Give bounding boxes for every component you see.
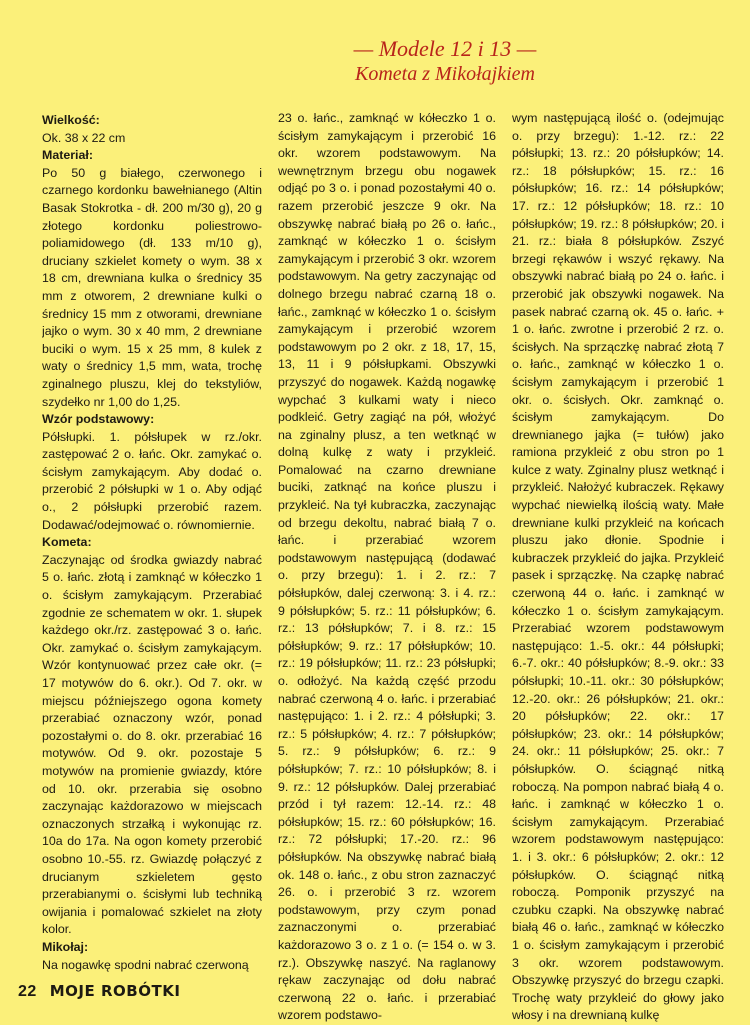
column-2-text: 23 o. łańc., zamknąć w kółeczko 1 o. ścisłym zamykającym i przerobić 16 okr. wzorem podstawowym. Na wewnętrznym brzegu obu nogawek odjąć po 3 o. i ponad pozostałymi 40 o. razem przerobić jeszcze 9 okr. Na obszywkę nabrać białą po 26 o. łańc., zamknąć w kółeczko 1 o. ścisłym zamykającym i przerobić 3 okr. wzorem podstawowym. Na getry zaczynając od dolnego brzegu nabrać czarną 18 o. łańc., zamknąć w kółeczko 1 o. ścisłym zamykającym i przerobić wzorem podstawowym po 2 okr. z 18, 17, 15, 13, 11 i 9 półsłupkami. Obszywki przyszyć do nogawek. Każdą nogawkę wypchać 3 kulkami waty i nieco podkleić. Getry zagiąć na pół, włożyć na zginalny plusz, a ten wetknąć w dolną kulkę z waty i przykleić. Pomalować na czarno drewniane buciki, zatknąć na końce pluszu i przykleić. Na tył kubraczka, zaczynając od brzegu dekoltu, nabrać białą 7 o. łańc. i przerabiać wzorem podstawowym następującą (dodawać o. przy brzegu): 1. i 2. rz.: 7 półsłupków, dalej czerwoną: 3. i 4. rz.: 9 półsłupków; 5. rz.: 11 półsłupków; 6. rz.: 13 półsłupków; 7. i 8. rz.: 15 półsłupków; 9. rz.: 17 półsłupków; 10. rz.: 19 półsłupków; 11. rz.: 23 półsłupki; o. odłożyć. Na każdą część przodu nabrać czerwoną 4 o. łańc. i przerabiać następująco: 1. i 2. rz.: 4 półsłupki; 3. rz.: 5 półsłupków; 4. rz.: 7 półsłupków; 5. rz.: 9 półsłupków; 6. rz.: 9 półsłupków; 7. rz.: 10 półsłupków; 8. i 9. rz.: 12 półsłupków. Dalej przerabiać przód i tył razem: 12.-14. rz.: 48 półsłupków; 15. rz.: 60 półsłupków; 16. rz.: 72 półsłupki; 17.-20. rz.: 96 półsłupków. Na obszywkę nabrać białą ok. 148 o. łańc., z obu stron zaznaczyć 26. o. i przerobić 3 rz. wzorem podstawowym, przy czym ponad zaznaczonymi o. przerabiać każdorazowo 3 o. z 1 o. (= 154 o. w 3. rz.). Obszywkę naszyć. Na raglanowy rękaw zaczynając od dołu nabrać czerwoną 22 o. łańc. i przerabiać wzorem podstawo-	[278, 111, 496, 1023]
column-3-text: wym następującą ilość o. (odejmując o. przy brzegu): 1.-12. rz.: 22 półsłupki; 13. rz.: 20 półsłupków; 14. rz.: 18 półsłupków; 15. rz.: 16 półsłupków; 16. rz.: 14 półsłupków; 17. rz.: 12 półsłupków; 18. rz.: 10 półsłupków; 19. rz.: 8 półsłupków; 20. i 21. rz.: biała 8 półsłupków. Zszyć brzegi rękawów i wszyć rękawy. Na obszywki nabrać białą po 24 o. łańc. i przerobić jak obszywki nogawek. Na pasek nabrać czarną ok. 45 o. łańc. + 1 o. łańc. zwrotne i przerobić 2 rz. o. ścisłych. Na sprzączkę nabrać złotą 7 o. łańc., zamknąć w kółeczko 1 o. ścisłym zamykającym i przerobić 1 okr. o. ścisłych. Okr. zamknąć o. ścisłym zamykającym. Do drewnianego jajka (= tułów) jako ramiona przykleić z obu stron po 1 kulce z waty. Zginalny plusz wetknąć i przykleić. Nałożyć kubraczek. Rękawy wypchać niewielką ilością waty. Małe drewniane kulki przykleić na końcach pluszu jako dłonie. Spodnie i kubraczek przykleić do jajka. Przykleić pasek i sprzączkę. Na czapkę nabrać czerwoną 44 o. łańc. i zamknąć w kółeczko 1 o. ścisłym zamykającym. Przerabiać wzorem podstawowym następująco: 1.-5. okr.: 44 półsłupki; 6.-7. okr.: 40 półsłupków; 8.-9. okr.: 33 półsłupki; 10.-11. okr.: 30 półsłupków; 12.-20. okr.: 26 półsłupków; 21. okr.: 20 półsłupków; 22. okr.: 17 półsłupków; 23. okr.: 14 półsłupków; 24. okr.: 11 półsłupków; 25. okr.: 7 półsłupków. O. ściągnąć nitką roboczą. Na pompon nabrać białą 4 o. łańc. i zamknąć w kółeczko 1 o. ścisłym zamykającym. Przerabiać wzorem podstawowym następująco: 1. i 3. okr.: 6 półsłupków; 2. okr.: 12 półsłupków. O. ściągnąć nitką roboczą. Pomponik przyszyć na czubku czapki. Na obszywkę nabrać białą 46 o. łańc., zamknąć w kółeczko 1 o. ścisłym zamykającym i przerobić 3 okr. wzorem podstawowym. Obszywkę przyszyć do brzegu czapki. Trochę waty przykleić do głowy jako włosy i na drewnianą kulkę	[512, 111, 724, 1023]
section-heading-material: Materiał:	[42, 148, 93, 163]
page-number: 22	[18, 983, 37, 1000]
section-heading-size: Wielkość:	[42, 113, 100, 127]
pattern-text: Półsłupki. 1. półsłupek w rz./okr. zastępować 2 o. łańc. Okr. zamykać o. ścisłym zamykającym. Aby dodać o. przerobić 2 półsłupki w 1 o. Aby odjąć o., 2 półsłupki przerobić razem. Dodawać/odejmować o. równomiernie.	[42, 429, 262, 532]
page-title: — Modele 12 i 13 —	[353, 36, 537, 61]
column-2	[278, 110, 496, 1025]
material-text: Po 50 g białego, czerwonego i czarnego kordonku bawełnianego (Altin Basak Stokrotka - dł. 200 m/30 g), 20 g złotego kordonku poliestrowo-poliamidowego (dł. 133 m/10 g), druciany szkielet komety o wym. 38 x 18 cm, drewniana kulka o średnicy 35 mm z otworem, 2 drewniane kulki o średnicy 15 mm z otworami, drewniane jajko o wym. 30 x 40 mm, 2 drewniane buciki o wym. 15 x 25 mm, 8 kulek z waty o średnicy 1,5 mm, wata, trochę zginalnego pluszu, klej do tekstyliów, szydełko nr 1,00 do 1,25.	[42, 165, 262, 409]
magazine-name: MOJE ROBÓTKI	[49, 982, 181, 1000]
page-subtitle: Kometa z Mikołajkiem	[355, 63, 535, 85]
section-heading-comet: Kometa:	[42, 535, 92, 550]
size-text: Ok. 38 x 22 cm	[42, 130, 126, 145]
comet-text: Zaczynając od środka gwiazdy nabrać 5 o. łańc. złotą i zamknąć w kółeczko 1 o. ścisłym zamykającym. Przerabiać zgodnie ze schematem w okr. 1. słupek każdego okr./rz. zastępować 3 o. łańc. Okr. zamykać o. ścisłym zamykającym. Wzór kontynuować przez całe okr. (= 17 motywów do 6. okr.). Od 7. okr. w miejscu późniejszego ogona komety przerabiać oznaczony wzór, ponad pozostałymi o. do 8. okr. przerabiać 16 motywów. Od 9. okr. pozostaje 5 motywów na promienie gwiazdy, które od 10. okr. przerabia się osobno zaczynając każdorazowo w miejscach oznaczonych strzałką i wykonując rz. 10a do 17a. Na ogon komety przerobić osobno 10.-55. rz. Gwiazdę połączyć z drucianym szkieletem gęsto przerabianymi o. ścisłymi lub techniką owijania i pomalować szkielet na złoty kolor.	[42, 552, 262, 937]
column-3	[512, 110, 724, 1025]
column-1	[42, 112, 262, 974]
page-footer	[18, 982, 180, 1001]
section-heading-pattern: Wzór podstawowy:	[42, 412, 155, 427]
article-header	[0, 36, 750, 86]
section-heading-santa: Mikołaj:	[42, 939, 89, 954]
santa-text-start: Na nogawkę spodni nabrać czerwoną	[42, 957, 249, 972]
